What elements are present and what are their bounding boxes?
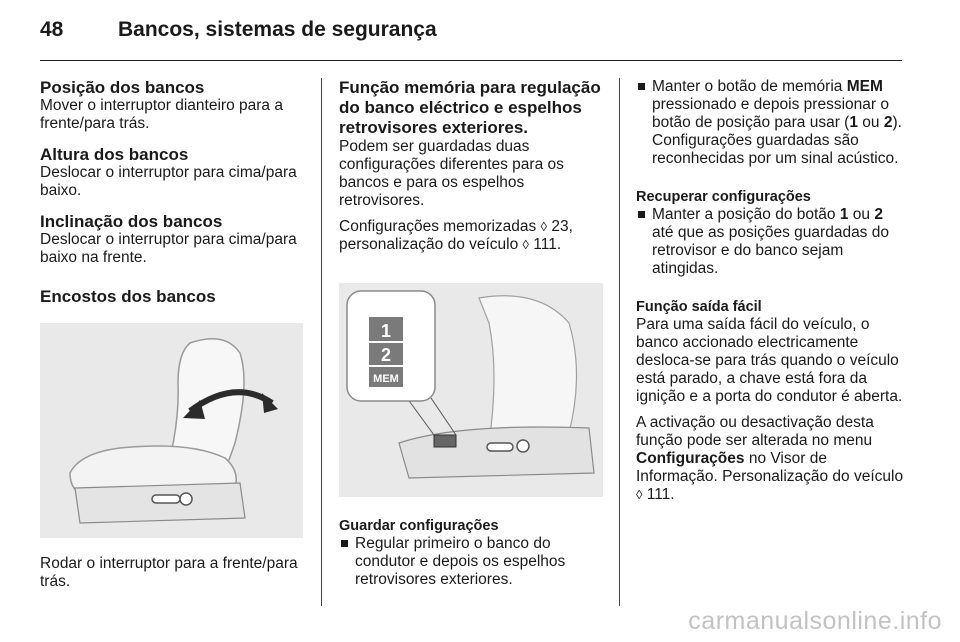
text-easy-exit-menu: A activação ou desactivação desta função pode ser alterada no menu Configurações no Visor de Informação. Personalização do veículo ◊ 111. — [636, 414, 904, 503]
column-3 — [636, 78, 906, 504]
heading-seat-position: Posição dos bancos — [40, 78, 205, 97]
memory-buttons-illustration — [339, 283, 603, 497]
caption-backrest: Rodar o interruptor para a frente/para trás. — [40, 555, 298, 590]
heading-save-settings: Guardar configurações — [339, 518, 499, 534]
page-ref-icon: ◊ — [522, 237, 529, 252]
heading-easy-exit: Função saída fácil — [636, 299, 762, 315]
text-seat-tilt: Deslocar o interruptor para cima/para baixo na frente. — [40, 231, 297, 266]
heading-recall-settings: Recuperar configurações — [636, 189, 811, 205]
list-item: Manter o botão de memória MEM pressionado e depois pressionar o botão de posição para usar (1 ou 2). Configurações guardadas são reconhecidas por um sinal acústico. — [636, 78, 906, 168]
page-ref-icon: ◊ — [636, 487, 643, 502]
text-seat-height: Deslocar o interruptor para cima/para baixo. — [40, 164, 297, 199]
memory-button-1: 1 — [380, 321, 392, 341]
page-header — [40, 18, 437, 42]
section-backrest — [40, 287, 305, 306]
bullet-icon — [341, 540, 348, 547]
column-divider-2 — [619, 78, 620, 606]
heading-backrest: Encostos dos bancos — [40, 287, 216, 306]
section-easy-exit — [636, 298, 906, 504]
section-seat-position — [40, 78, 305, 133]
header-rule — [40, 60, 902, 61]
heading-seat-height: Altura dos bancos — [40, 145, 189, 164]
text-memory-refs: Configurações memorizadas ◊ 23, personalização do veículo ◊ 111. — [339, 218, 573, 253]
list-item: Manter a posição do botão 1 ou 2 até que as posições guardadas do retrovisor e do banco sejam atingidas. — [636, 206, 906, 278]
page-title: Bancos, sistemas de segurança — [118, 18, 437, 41]
seat-backrest-illustration — [40, 323, 303, 538]
section-seat-tilt — [40, 212, 305, 267]
page-ref-icon: ◊ — [540, 219, 548, 234]
list-item: Regular primeiro o banco do condutor e depois os espelhos retrovisores exteriores. — [339, 535, 604, 589]
memory-button-2: 2 — [380, 345, 392, 365]
text-memory-intro: Podem ser guardadas duas configurações diferentes para os bancos e para os espelhos retrovisores. — [339, 138, 564, 209]
section-seat-height — [40, 145, 305, 200]
page-number: 48 — [40, 18, 64, 41]
heading-seat-tilt: Inclinação dos bancos — [40, 212, 223, 231]
column-divider-1 — [321, 78, 322, 606]
bullet-icon — [638, 83, 645, 90]
column-2-lower — [339, 517, 604, 589]
watermark: carmanualsonline.info — [688, 607, 942, 635]
seat-memory-illustration-icon — [339, 283, 603, 497]
seat-illustration-icon — [40, 323, 303, 538]
column-2 — [339, 78, 604, 254]
text-easy-exit: Para uma saída fácil do veículo, o banco accionado electricamente desloca-se para trás quando o veículo está parado, a chave está fora da ignição e a porta do condutor é aberta. — [636, 316, 903, 405]
memory-button-mem: MEM — [373, 373, 399, 385]
column-1 — [40, 78, 305, 590]
heading-memory-function: Função memória para regulação do banco eléctrico e espelhos retrovisores exteriores. — [339, 78, 601, 137]
text-seat-position: Mover o interruptor dianteiro para a frente/para trás. — [40, 97, 283, 132]
section-recall — [636, 188, 906, 278]
bullet-icon — [638, 211, 645, 218]
